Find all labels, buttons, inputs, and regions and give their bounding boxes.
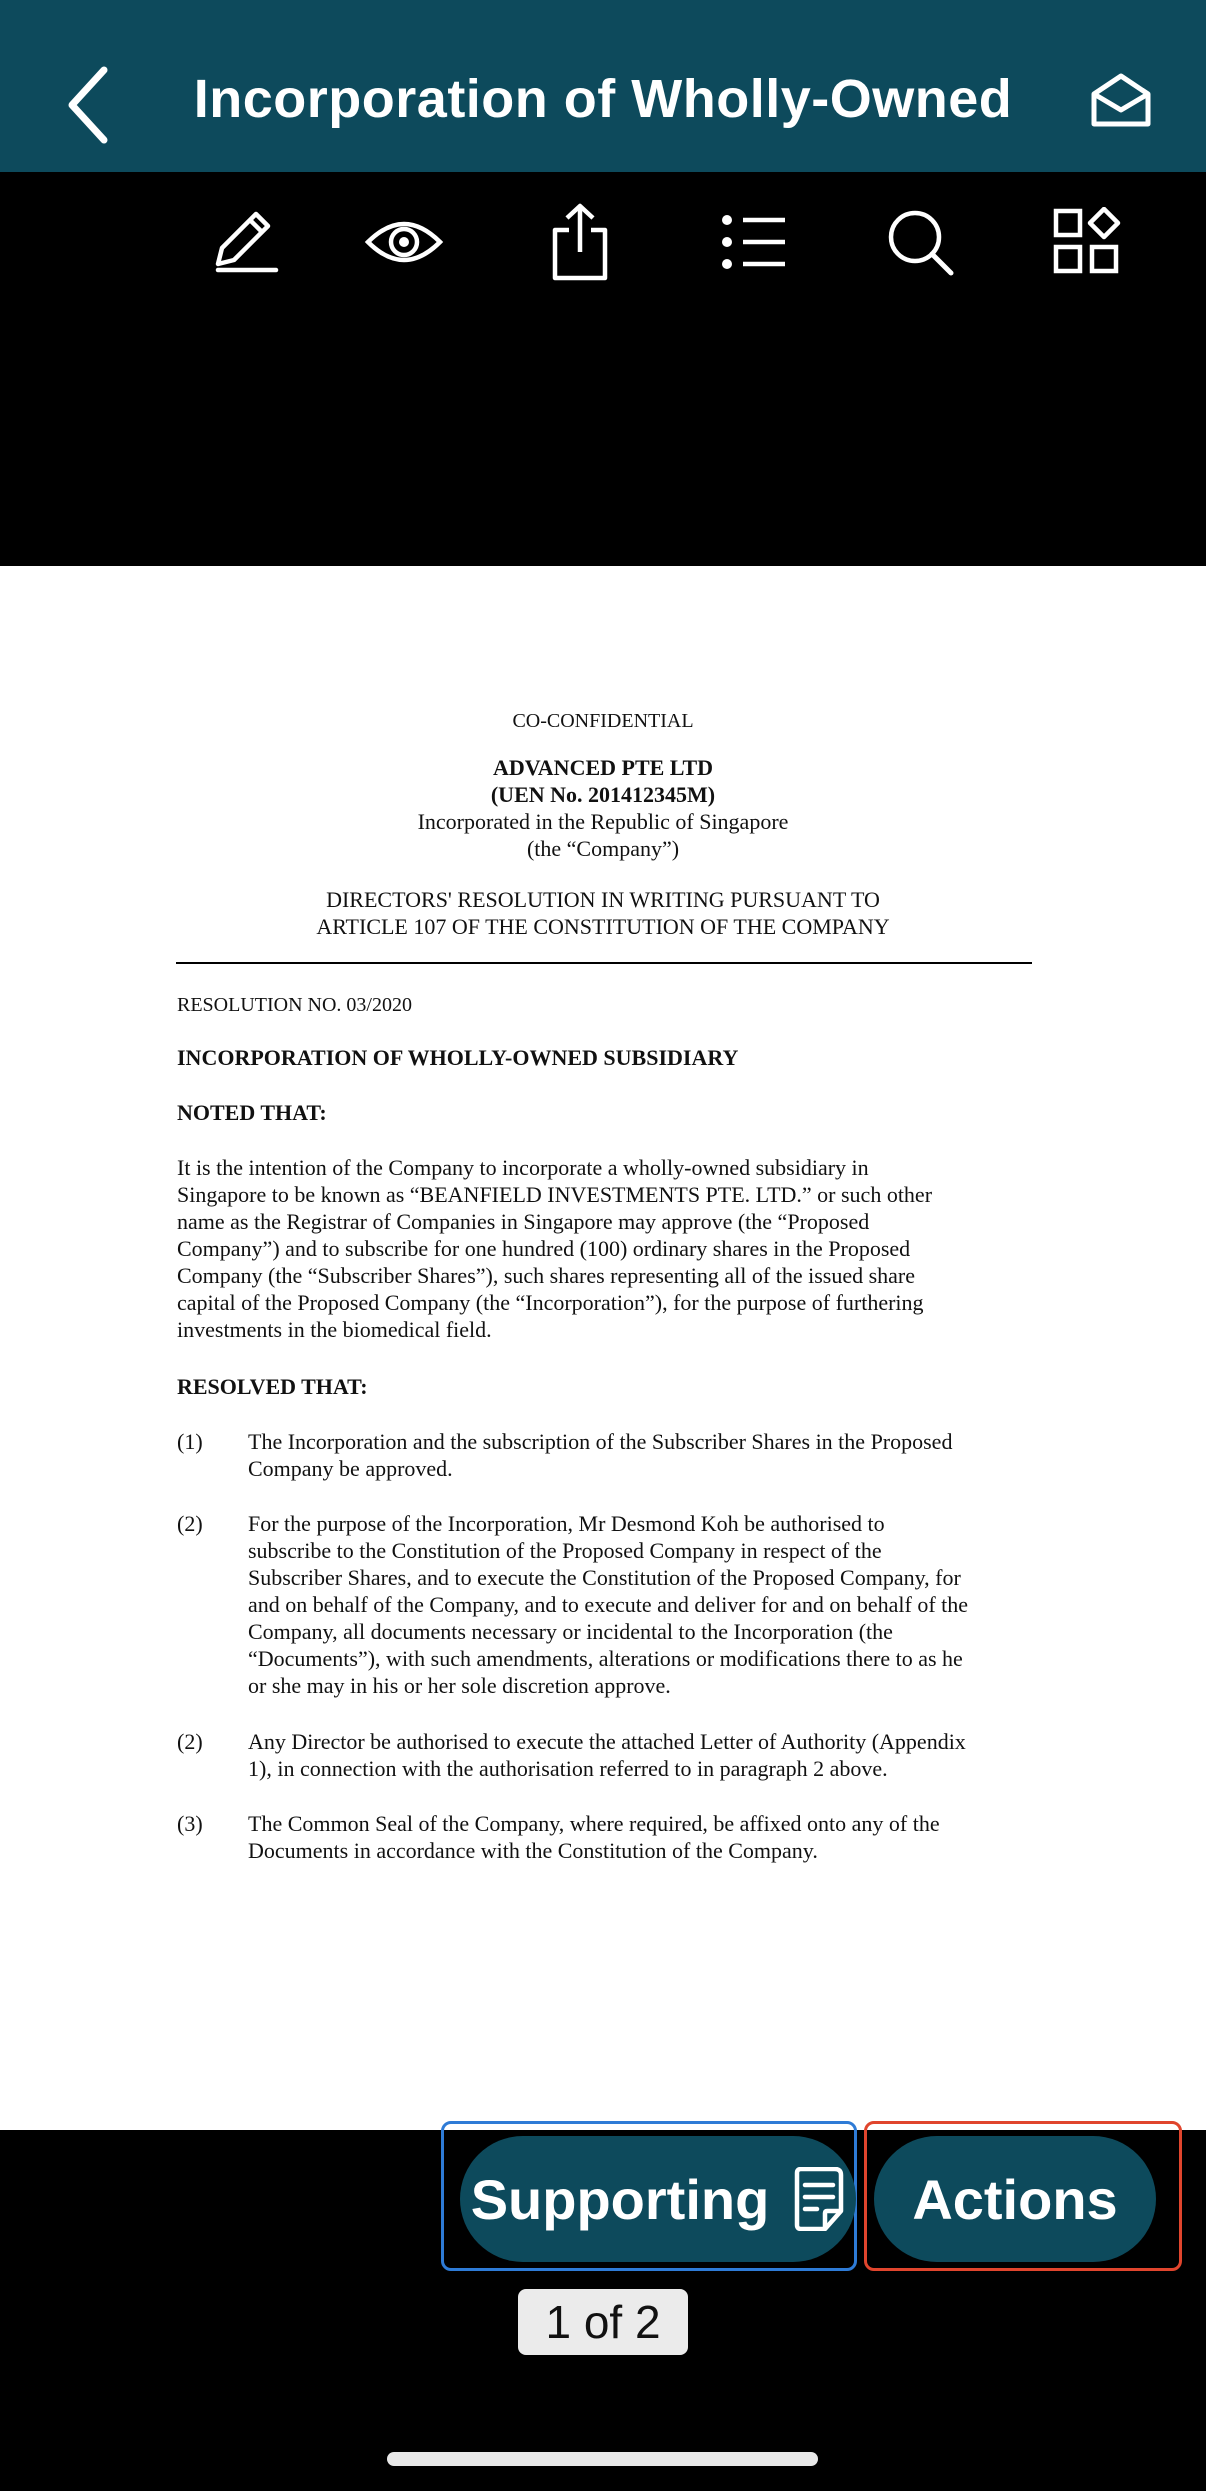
item-number: (2) (177, 1511, 203, 1536)
divider (176, 962, 1032, 964)
actions-label: Actions (912, 2167, 1118, 2231)
back-button[interactable] (60, 60, 120, 150)
list-icon (719, 212, 789, 272)
resolution-title-line: DIRECTORS' RESOLUTION IN WRITING PURSUANT TO (326, 887, 880, 912)
company-name: ADVANCED PTE LTD (492, 755, 714, 780)
text-line: 1), in connection with the authorisation referred to in paragraph 2 above. (248, 1756, 888, 1781)
share-button[interactable] (540, 202, 620, 282)
mark-as-read-button[interactable] (1086, 70, 1156, 130)
resolution-title (0, 886, 1206, 940)
annotate-button[interactable] (202, 202, 282, 282)
text-line: or she may in his or her sole discretion approve. (248, 1673, 671, 1698)
item-number: (2) (177, 1729, 203, 1754)
subject-heading: INCORPORATION OF WHOLLY-OWNED SUBSIDIARY (177, 1045, 739, 1070)
page-indicator: 1 of 2 (518, 2289, 688, 2355)
company-heading (0, 754, 1206, 862)
text-line: subscribe to the Constitution of the Proposed Company in respect of the (248, 1538, 882, 1563)
document-icon (791, 2167, 845, 2231)
resolution-title-line: ARTICLE 107 OF THE CONSTITUTION OF THE COMPANY (316, 914, 890, 939)
noted-paragraph (177, 1154, 1037, 1343)
text-line: For the purpose of the Incorporation, Mr Desmond Koh be authorised to (248, 1511, 885, 1536)
resolution-number: RESOLUTION NO. 03/2020 (177, 994, 412, 1016)
item-text (248, 1810, 1037, 1864)
incorporation-note: Incorporated in the Republic of Singapore (417, 809, 789, 834)
text-line: investments in the biomedical field. (177, 1317, 492, 1342)
document-page[interactable] (0, 566, 1206, 2130)
item-text (248, 1428, 1037, 1482)
thumbnails-button[interactable] (1047, 202, 1127, 282)
text-line: Singapore to be known as “BEANFIELD INVESTMENTS PTE. LTD.” or such other (177, 1182, 933, 1207)
text-line: Company”) and to subscribe for one hundred (100) ordinary shares in the Proposed (177, 1236, 911, 1261)
text-line: Any Director be authorised to execute the attached Letter of Authority (Appendix (248, 1729, 966, 1754)
text-line: Documents in accordance with the Constitution of the Company. (248, 1838, 818, 1863)
text-line: It is the intention of the Company to incorporate a wholly-owned subsidiary in (177, 1155, 869, 1180)
noted-heading: NOTED THAT: (177, 1100, 327, 1125)
supporting-button[interactable] (460, 2136, 856, 2262)
text-line: Company (the “Subscriber Shares”), such shares representing all of the issued share (177, 1263, 915, 1288)
outline-button[interactable] (714, 202, 794, 282)
eye-icon (364, 212, 444, 272)
pencil-icon (204, 204, 280, 280)
search-icon (885, 207, 955, 277)
company-alias: (the “Company”) (526, 836, 680, 861)
chevron-left-icon (60, 60, 120, 150)
top-nav-bar (0, 0, 1206, 172)
actions-button[interactable] (874, 2136, 1156, 2262)
view-mode-button[interactable] (364, 202, 444, 282)
company-uen: (UEN No. 201412345M) (490, 782, 716, 807)
item-number: (1) (177, 1429, 203, 1454)
search-button[interactable] (880, 202, 960, 282)
text-line: The Common Seal of the Company, where required, be affixed onto any of the (248, 1811, 940, 1836)
document-toolbar (0, 172, 1206, 292)
open-envelope-icon (1086, 70, 1156, 130)
item-number: (3) (177, 1811, 203, 1836)
supporting-label: Supporting (470, 2167, 770, 2231)
grid-icon (1052, 207, 1122, 277)
share-icon (545, 202, 615, 282)
item-text (248, 1510, 1037, 1699)
resolved-heading: RESOLVED THAT: (177, 1374, 368, 1399)
text-line: name as the Registrar of Companies in Singapore may approve (the “Proposed (177, 1209, 870, 1234)
confidentiality-label: CO-CONFIDENTIAL (512, 710, 694, 732)
text-line: Company, all documents necessary or incidental to the Incorporation (the (248, 1619, 893, 1644)
text-line: The Incorporation and the subscription of the Subscriber Shares in the Proposed (248, 1429, 953, 1454)
text-line: Subscriber Shares, and to execute the Constitution of the Proposed Company, for (248, 1565, 961, 1590)
item-text (248, 1728, 1037, 1782)
home-indicator[interactable] (387, 2452, 818, 2466)
document-title: Incorporation of Wholly-Owned (193, 69, 1013, 129)
text-line: “Documents”), with such amendments, alterations or modifications there to as he (248, 1646, 963, 1671)
text-line: and on behalf of the Company, and to execute and deliver for and on behalf of the (248, 1592, 969, 1617)
text-line: capital of the Proposed Company (the “Incorporation”), for the purpose of furthering (177, 1290, 924, 1315)
text-line: Company be approved. (248, 1456, 453, 1481)
